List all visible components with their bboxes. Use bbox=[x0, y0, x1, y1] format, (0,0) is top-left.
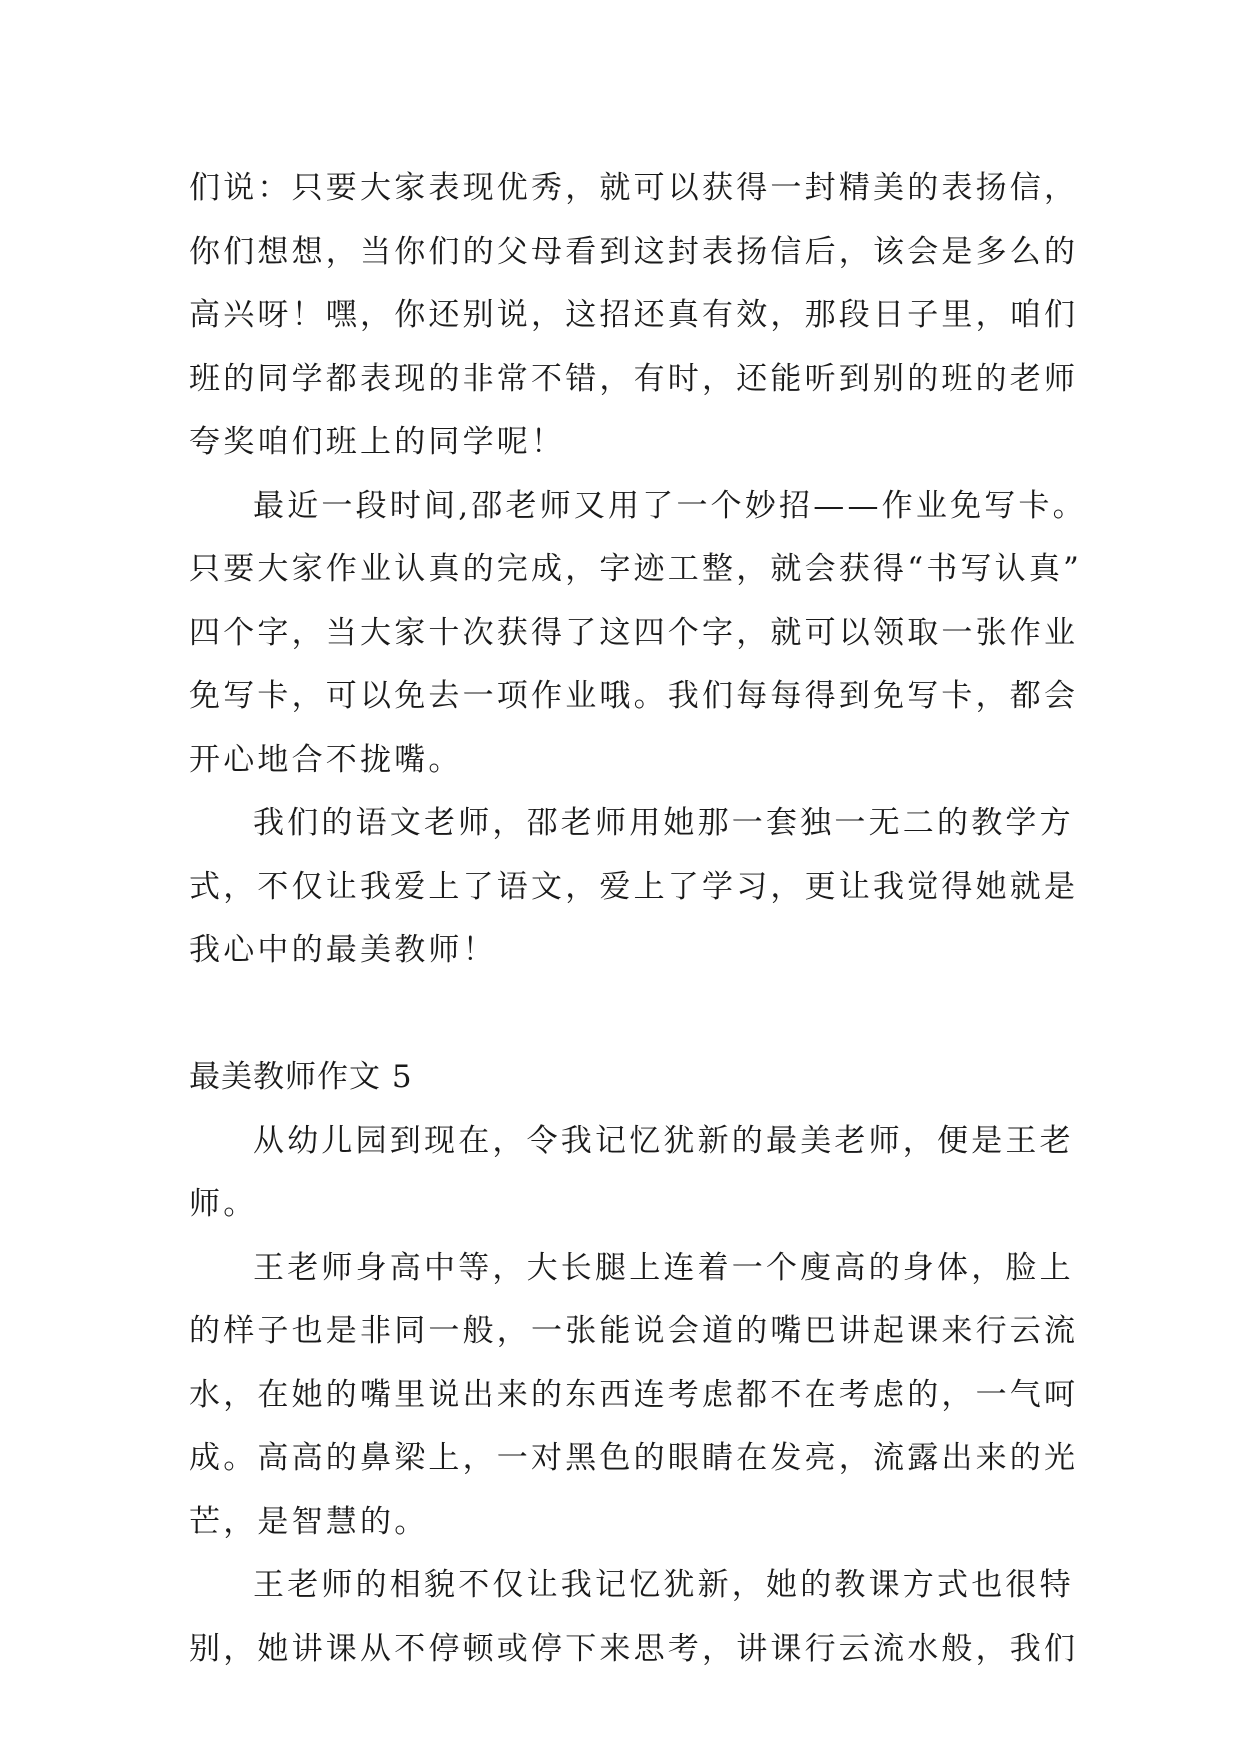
essay-text bbox=[189, 157, 1087, 1681]
text-line: 开心地合不拢嘴。 bbox=[189, 741, 463, 778]
text-line: 只要大家作业认真的完成，字迹工整，就会获得“书写认真” bbox=[189, 551, 1083, 587]
text-line: 你们想想，当你们的父母看到这封表扬信后，该会是多么的 bbox=[189, 233, 1079, 270]
text-line: 成。高高的鼻梁上，一对黑色的眼睛在发亮，流露出来的光 bbox=[189, 1440, 1079, 1476]
text-line: 四个字，当大家十次获得了这四个字，就可以领取一张作业 bbox=[189, 614, 1079, 651]
text-line: 王老师的相貌不仅让我记忆犹新，她的教课方式也很特 bbox=[253, 1567, 1074, 1603]
text-line: 最近一段时间,邵老师又用了一个妙招——作业免写卡。 bbox=[253, 487, 1087, 524]
text-line: 我心中的最美教师！ bbox=[189, 932, 497, 968]
text-line: 水，在她的嘴里说出来的东西连考虑都不在考虑的，一气呵 bbox=[189, 1376, 1079, 1413]
text-line: 夸奖咱们班上的同学呢！ bbox=[189, 424, 566, 460]
text-line: 式，不仅让我爱上了语文，爱上了学习，更让我觉得她就是 bbox=[189, 868, 1079, 905]
text-line: 王老师身高中等，大长腿上连着一个廋高的身体，脸上 bbox=[253, 1249, 1074, 1286]
text-line: 免写卡，可以免去一项作业哦。我们每每得到免写卡，都会 bbox=[189, 678, 1079, 714]
section-heading: 最美教师作文 5 bbox=[189, 1059, 413, 1095]
text-line: 我们的语文老师，邵老师用她那一套独一无二的教学方 bbox=[253, 805, 1074, 841]
text-line: 别，她讲课从不停顿或停下来思考，讲课行云流水般，我们 bbox=[189, 1630, 1079, 1667]
paragraph-gap bbox=[189, 983, 1069, 1047]
text-line: 班的同学都表现的非常不错，有时，还能听到别的班的老师 bbox=[189, 360, 1079, 397]
text-line: 高兴呀！嘿，你还别说，这招还真有效，那段日子里，咱们 bbox=[189, 297, 1079, 333]
text-line: 师。 bbox=[189, 1186, 258, 1222]
text-line: 们说：只要大家表现优秀，就可以获得一封精美的表扬信， bbox=[189, 170, 1079, 206]
text-line: 的样子也是非同一般，一张能说会道的嘴巴讲起课来行云流 bbox=[189, 1313, 1079, 1349]
text-line: 芒，是智慧的。 bbox=[189, 1503, 429, 1540]
text-line: 从幼儿园到现在，令我记忆犹新的最美老师，便是王老 bbox=[253, 1122, 1074, 1159]
